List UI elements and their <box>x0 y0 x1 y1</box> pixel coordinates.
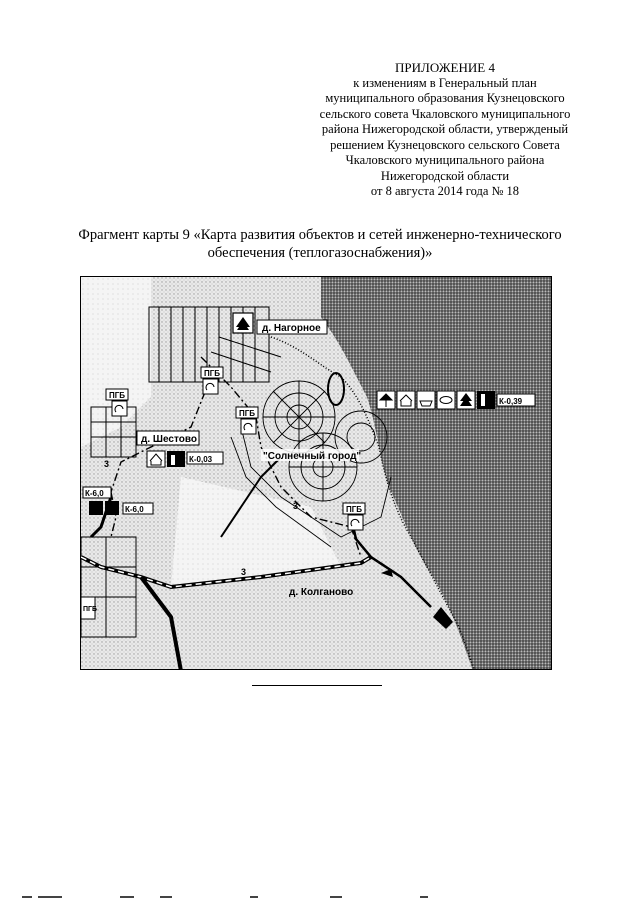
appendix-line: сельского совета Чкаловского муниципального <box>319 106 571 121</box>
figure-title <box>40 226 600 262</box>
place-label-shestovo: д. Шестово <box>141 434 197 445</box>
pipe-label: 3 <box>241 567 247 577</box>
appendix-line: района Нижегородской области, утвержденый <box>321 122 569 136</box>
factory-icon <box>89 501 103 515</box>
factory-icon <box>105 501 119 515</box>
pgb-label: ПГБ <box>239 409 256 418</box>
boiler-label: К-6,0 <box>85 489 104 498</box>
pgb-label: ПГБ <box>109 391 126 400</box>
appendix-header <box>300 60 590 200</box>
pgb-label: ПГБ <box>83 606 98 613</box>
shestovo-label <box>137 431 199 445</box>
page-edge-marks <box>0 896 640 900</box>
boiler-label: К-0,03 <box>189 455 213 464</box>
boiler-label: К-0,39 <box>499 397 523 406</box>
map-fragment <box>80 276 552 670</box>
place-label-kolganovo: д. Колганово <box>289 587 354 598</box>
appendix-line: Нижегородской области <box>380 168 510 183</box>
pgb-label: ПГБ <box>346 505 363 514</box>
map-canvas <box>81 277 552 670</box>
pgb-marker <box>81 597 97 619</box>
appendix-line: решением Кузнецовского сельского Совета <box>330 137 560 152</box>
pipe-label: 3 <box>104 459 110 469</box>
pgb-label: ПГБ <box>204 369 221 378</box>
appendix-line: к изменениям в Генеральный план <box>353 75 537 90</box>
boiler-label: К-6,0 <box>125 505 144 514</box>
place-label-nagornoe: д. Нагорное <box>262 323 321 334</box>
separator-line <box>252 685 382 686</box>
figure-title-line2: обеспечения (теплогазоснабжения)» <box>207 245 433 261</box>
appendix-number: ПРИЛОЖЕНИЕ 4 <box>395 60 495 75</box>
appendix-line: муниципального образования Кузнецовского <box>325 91 565 105</box>
place-label-solnechny: "Солнечный город" <box>263 451 362 462</box>
figure-title-line1: Фрагмент карты 9 «Карта развития объектов и сетей инженерно-технического <box>78 227 562 243</box>
factory-icon <box>477 391 495 409</box>
factory-icon <box>167 451 185 467</box>
appendix-line: Чкаловского муниципального района <box>345 153 545 167</box>
appendix-date: от 8 августа 2014 года № 18 <box>370 184 520 198</box>
pipe-label: 3 <box>293 501 299 511</box>
